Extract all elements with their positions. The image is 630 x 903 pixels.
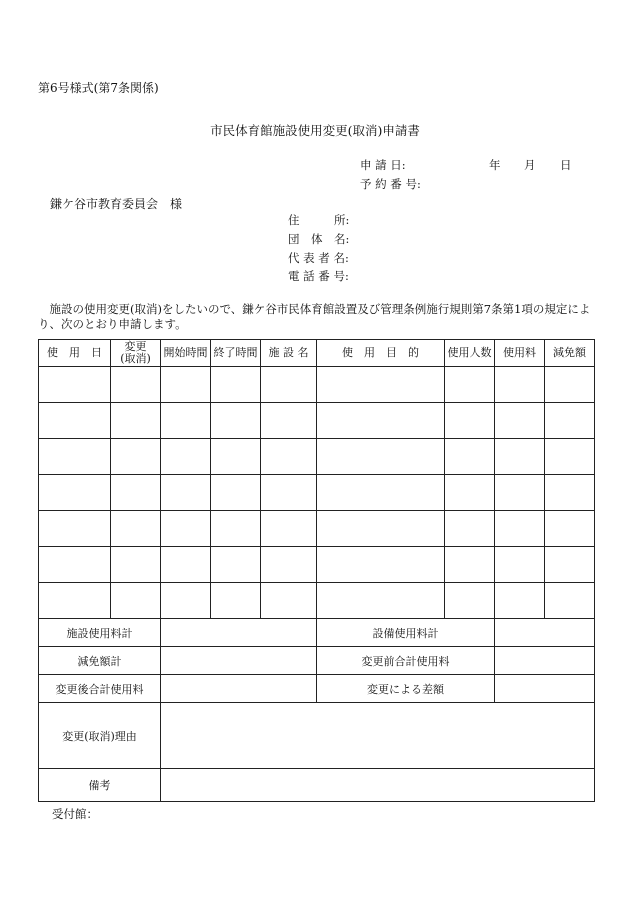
change-cell[interactable] xyxy=(111,403,161,439)
people-cell[interactable] xyxy=(445,511,495,547)
people-cell[interactable] xyxy=(445,367,495,403)
end-time-cell[interactable] xyxy=(211,367,261,403)
header-reduction: 減免額 xyxy=(545,340,595,367)
header-use-date: 使 用 日 xyxy=(39,340,111,367)
table-header-row xyxy=(39,340,595,367)
reason-value[interactable] xyxy=(161,703,595,769)
end-time-cell[interactable] xyxy=(211,439,261,475)
difference-label: 変更による差額 xyxy=(317,675,495,703)
use-date-cell[interactable] xyxy=(39,511,111,547)
start-time-cell[interactable] xyxy=(161,403,211,439)
reservation-number-label: 予 約 番 号: xyxy=(360,177,421,191)
header-facility: 施 設 名 xyxy=(261,340,317,367)
fee-cell[interactable] xyxy=(495,511,545,547)
facility-cell[interactable] xyxy=(261,367,317,403)
reason-label: 変更(取消)理由 xyxy=(39,703,161,769)
people-cell[interactable] xyxy=(445,403,495,439)
end-time-cell[interactable] xyxy=(211,475,261,511)
table-row xyxy=(39,367,595,403)
start-time-cell[interactable] xyxy=(161,583,211,619)
representative-name-label: 代 表 者 名: xyxy=(288,251,349,265)
people-cell[interactable] xyxy=(445,583,495,619)
summary-row-difference xyxy=(39,675,595,703)
end-time-cell[interactable] xyxy=(211,511,261,547)
use-date-cell[interactable] xyxy=(39,583,111,619)
header-purpose: 使 用 目 的 xyxy=(317,340,445,367)
start-time-cell[interactable] xyxy=(161,367,211,403)
fee-cell[interactable] xyxy=(495,439,545,475)
reduction-cell[interactable] xyxy=(545,583,595,619)
change-cell[interactable] xyxy=(111,511,161,547)
use-date-cell[interactable] xyxy=(39,367,111,403)
purpose-cell[interactable] xyxy=(317,547,445,583)
table-row xyxy=(39,403,595,439)
change-cell[interactable] xyxy=(111,367,161,403)
phone-number-label: 電 話 番 号: xyxy=(288,269,349,283)
change-cell[interactable] xyxy=(111,475,161,511)
page-title: 市民体育館施設使用変更(取消)申請書 xyxy=(210,123,420,138)
fee-cell[interactable] xyxy=(495,583,545,619)
header-change-line1: 変更 xyxy=(124,340,147,353)
people-cell[interactable] xyxy=(445,439,495,475)
fee-cell[interactable] xyxy=(495,403,545,439)
use-date-cell[interactable] xyxy=(39,403,111,439)
application-statement: 施設の使用変更(取消)をしたいので、鎌ケ谷市民体育館設置及び管理条例施行規則第7条第1項の規定により、次のとおり申請します。 xyxy=(38,302,591,331)
application-date-label: 申 請 日: xyxy=(360,158,406,172)
equipment-fee-total-value[interactable] xyxy=(495,619,595,647)
purpose-cell[interactable] xyxy=(317,511,445,547)
header-change-line2: (取消) xyxy=(120,352,151,365)
start-time-cell[interactable] xyxy=(161,511,211,547)
use-date-cell[interactable] xyxy=(39,547,111,583)
application-table xyxy=(38,339,595,802)
reduction-cell[interactable] xyxy=(545,511,595,547)
facility-cell[interactable] xyxy=(261,583,317,619)
table-row xyxy=(39,511,595,547)
fee-cell[interactable] xyxy=(495,475,545,511)
purpose-cell[interactable] xyxy=(317,439,445,475)
end-time-cell[interactable] xyxy=(211,583,261,619)
start-time-cell[interactable] xyxy=(161,547,211,583)
header-end-time: 終了時間 xyxy=(211,340,261,367)
difference-value[interactable] xyxy=(495,675,595,703)
start-time-cell[interactable] xyxy=(161,439,211,475)
after-change-total-value[interactable] xyxy=(161,675,317,703)
facility-cell[interactable] xyxy=(261,439,317,475)
table-row xyxy=(39,547,595,583)
header-fee: 使用料 xyxy=(495,340,545,367)
date-day-label: 日 xyxy=(560,158,572,172)
change-cell[interactable] xyxy=(111,583,161,619)
purpose-cell[interactable] xyxy=(317,367,445,403)
reduction-cell[interactable] xyxy=(545,403,595,439)
receipt-label: 受付館： xyxy=(52,807,98,821)
use-date-cell[interactable] xyxy=(39,475,111,511)
after-change-total-label: 変更後合計使用料 xyxy=(39,675,161,703)
end-time-cell[interactable] xyxy=(211,403,261,439)
header-start-time: 開始時間 xyxy=(161,340,211,367)
table-row xyxy=(39,475,595,511)
start-time-cell[interactable] xyxy=(161,475,211,511)
table-row xyxy=(39,439,595,475)
remarks-label: 備考 xyxy=(39,769,161,802)
before-change-total-value[interactable] xyxy=(495,647,595,675)
addressee: 鎌ケ谷市教育委員会 様 xyxy=(50,197,183,211)
reduction-total-label: 減免額計 xyxy=(39,647,161,675)
reduction-cell[interactable] xyxy=(545,475,595,511)
equipment-fee-total-label: 設備使用料計 xyxy=(317,619,495,647)
facility-cell[interactable] xyxy=(261,475,317,511)
before-change-total-label: 変更前合計使用料 xyxy=(317,647,495,675)
people-cell[interactable] xyxy=(445,547,495,583)
purpose-cell[interactable] xyxy=(317,475,445,511)
facility-cell[interactable] xyxy=(261,403,317,439)
facility-cell[interactable] xyxy=(261,547,317,583)
header-people: 使用人数 xyxy=(445,340,495,367)
reason-row xyxy=(39,703,595,769)
address-label: 住 所: xyxy=(288,213,350,227)
facility-fee-total-label: 施設使用料計 xyxy=(39,619,161,647)
reduction-cell[interactable] xyxy=(545,439,595,475)
table-row xyxy=(39,583,595,619)
fee-cell[interactable] xyxy=(495,367,545,403)
fee-cell[interactable] xyxy=(495,547,545,583)
facility-cell[interactable] xyxy=(261,511,317,547)
remarks-row xyxy=(39,769,595,802)
group-name-label: 団 体 名: xyxy=(288,232,350,246)
summary-row-fees xyxy=(39,619,595,647)
date-year-label: 年 xyxy=(489,158,501,172)
people-cell[interactable] xyxy=(445,475,495,511)
purpose-cell[interactable] xyxy=(317,403,445,439)
remarks-value[interactable] xyxy=(161,769,595,802)
use-date-cell[interactable] xyxy=(39,439,111,475)
reduction-total-value[interactable] xyxy=(161,647,317,675)
header-change xyxy=(111,340,161,367)
change-cell[interactable] xyxy=(111,547,161,583)
summary-row-reduction xyxy=(39,647,595,675)
form-number: 第6号様式(第7条関係) xyxy=(38,81,159,95)
change-cell[interactable] xyxy=(111,439,161,475)
purpose-cell[interactable] xyxy=(317,583,445,619)
reduction-cell[interactable] xyxy=(545,367,595,403)
facility-fee-total-value[interactable] xyxy=(161,619,317,647)
date-month-label: 月 xyxy=(524,158,536,172)
reduction-cell[interactable] xyxy=(545,547,595,583)
end-time-cell[interactable] xyxy=(211,547,261,583)
